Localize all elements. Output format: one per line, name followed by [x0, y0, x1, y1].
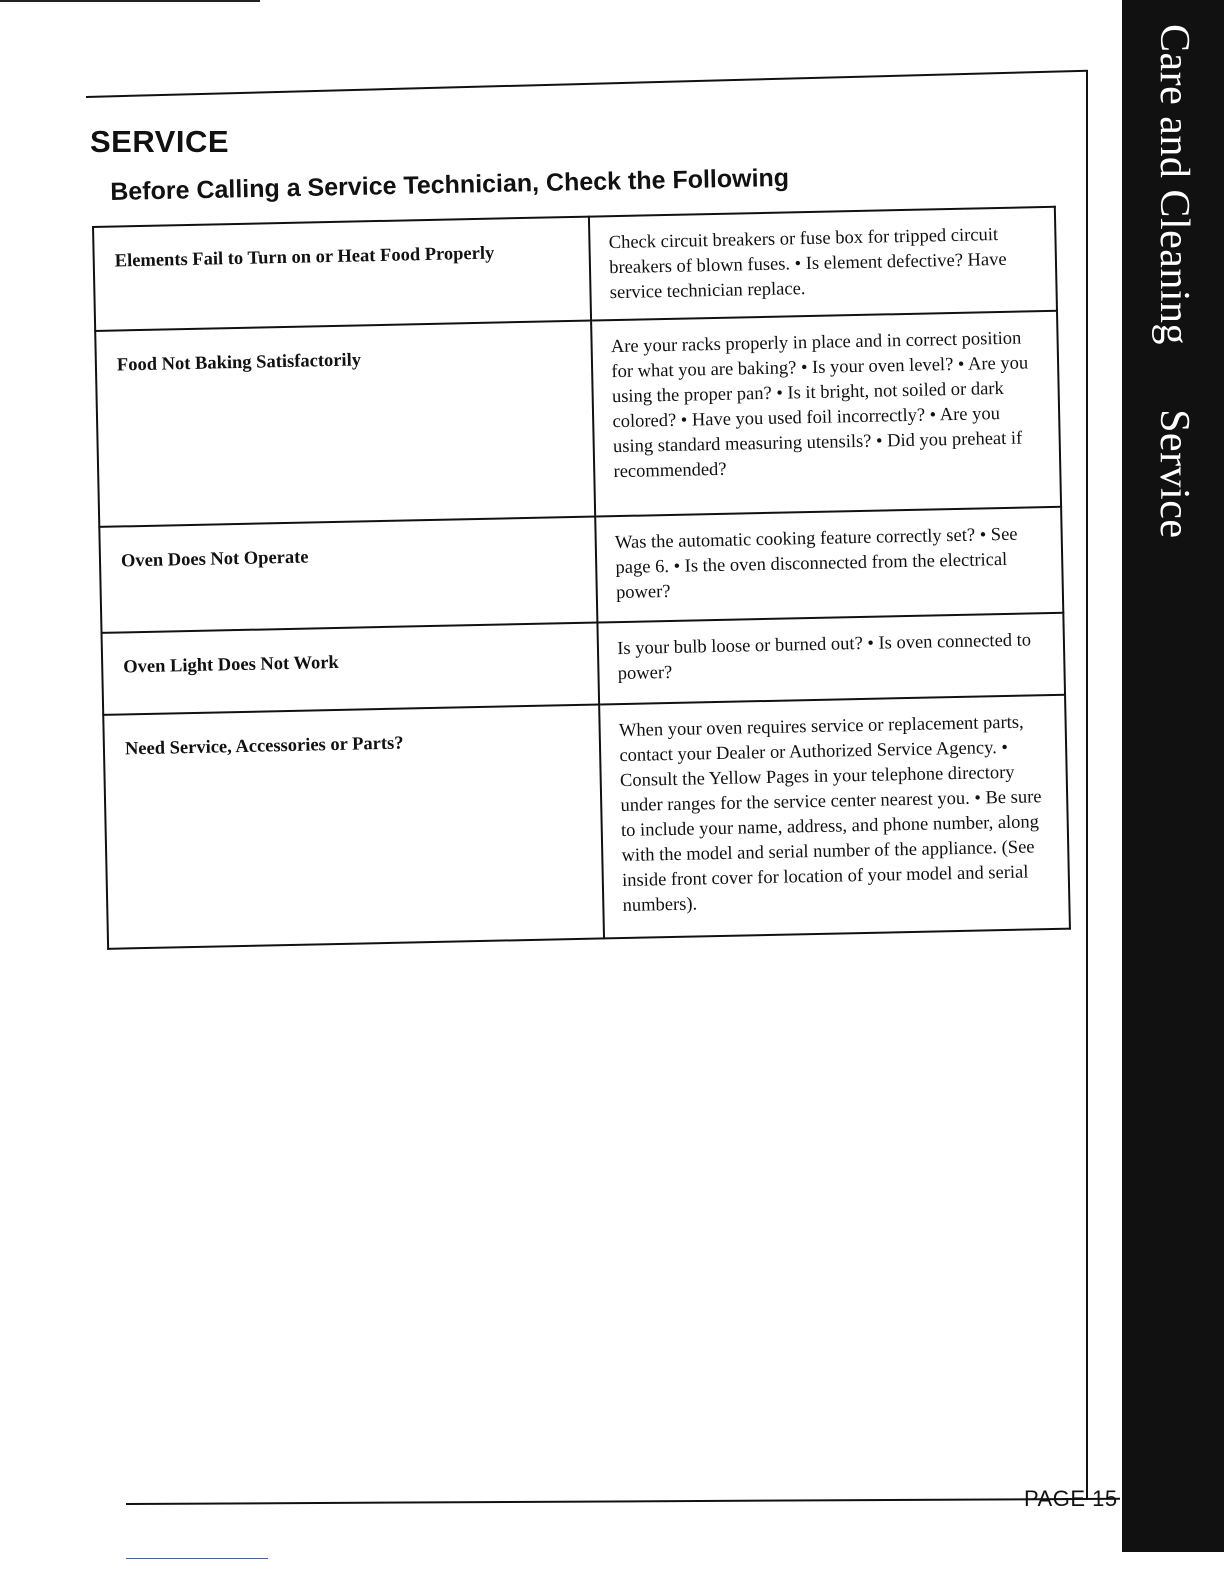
solution-cell: Was the automatic cooking feature correctly set? • See page 6. • Is the oven disconnected from the electrical power? [595, 507, 1063, 623]
frame-top-rule [86, 70, 1088, 98]
page-title: SERVICE [90, 124, 230, 159]
problem-cell: Elements Fail to Turn on or Heat Food Properly [93, 217, 591, 331]
problem-cell: Oven Light Does Not Work [102, 622, 600, 714]
side-tab-service: Service [1151, 409, 1197, 539]
solution-cell: Check circuit breakers or fuse box for tripped circuit breakers of blown fuses. • Is element defective? Have service technician replace. [589, 207, 1057, 321]
scan-edge-line [0, 0, 260, 2]
solution-cell: Are your racks properly in place and in correct position for what you are baking? • Is your oven level? • Are you using the proper pan? • Is it bright, not soiled or dark colored? • Have you used foil incorrectly? • Are you using standard measuring utensils? • Did you preheat if recommended? [591, 311, 1061, 517]
frame-right-rule [1086, 70, 1088, 1500]
problem-cell: Oven Does Not Operate [99, 517, 597, 633]
solution-cell: When your oven requires service or replacement parts, contact your Dealer or Authorized Service Agency. • Consult the Yellow Pages in your telephone directory under ranges for the service center nearest you. • Be sure to include your name, address, and phone number, along with the model and serial number of the appliance. (See inside front cover for location of your model and serial numbers). [599, 695, 1070, 939]
problem-cell: Need Service, Accessories or Parts? [103, 704, 604, 948]
solution-cell: Is your bulb loose or burned out? • Is oven connected to power? [598, 613, 1065, 705]
section-title: Before Calling a Service Technician, Check the Following [110, 163, 790, 206]
side-tab-label [1150, 24, 1198, 539]
frame-bottom-rule [126, 1498, 1120, 1505]
problem-cell: Food Not Baking Satisfactorily [95, 321, 595, 527]
page-number: PAGE 15 [1024, 1486, 1118, 1511]
side-tab-care-and-cleaning: Care and Cleaning [1151, 24, 1197, 346]
troubleshooting-table [92, 206, 1071, 950]
scan-edge-line-bottom [126, 1558, 268, 1559]
table-row [95, 311, 1061, 527]
table-row [99, 507, 1063, 633]
table-row [103, 695, 1070, 949]
table-row [93, 207, 1057, 331]
